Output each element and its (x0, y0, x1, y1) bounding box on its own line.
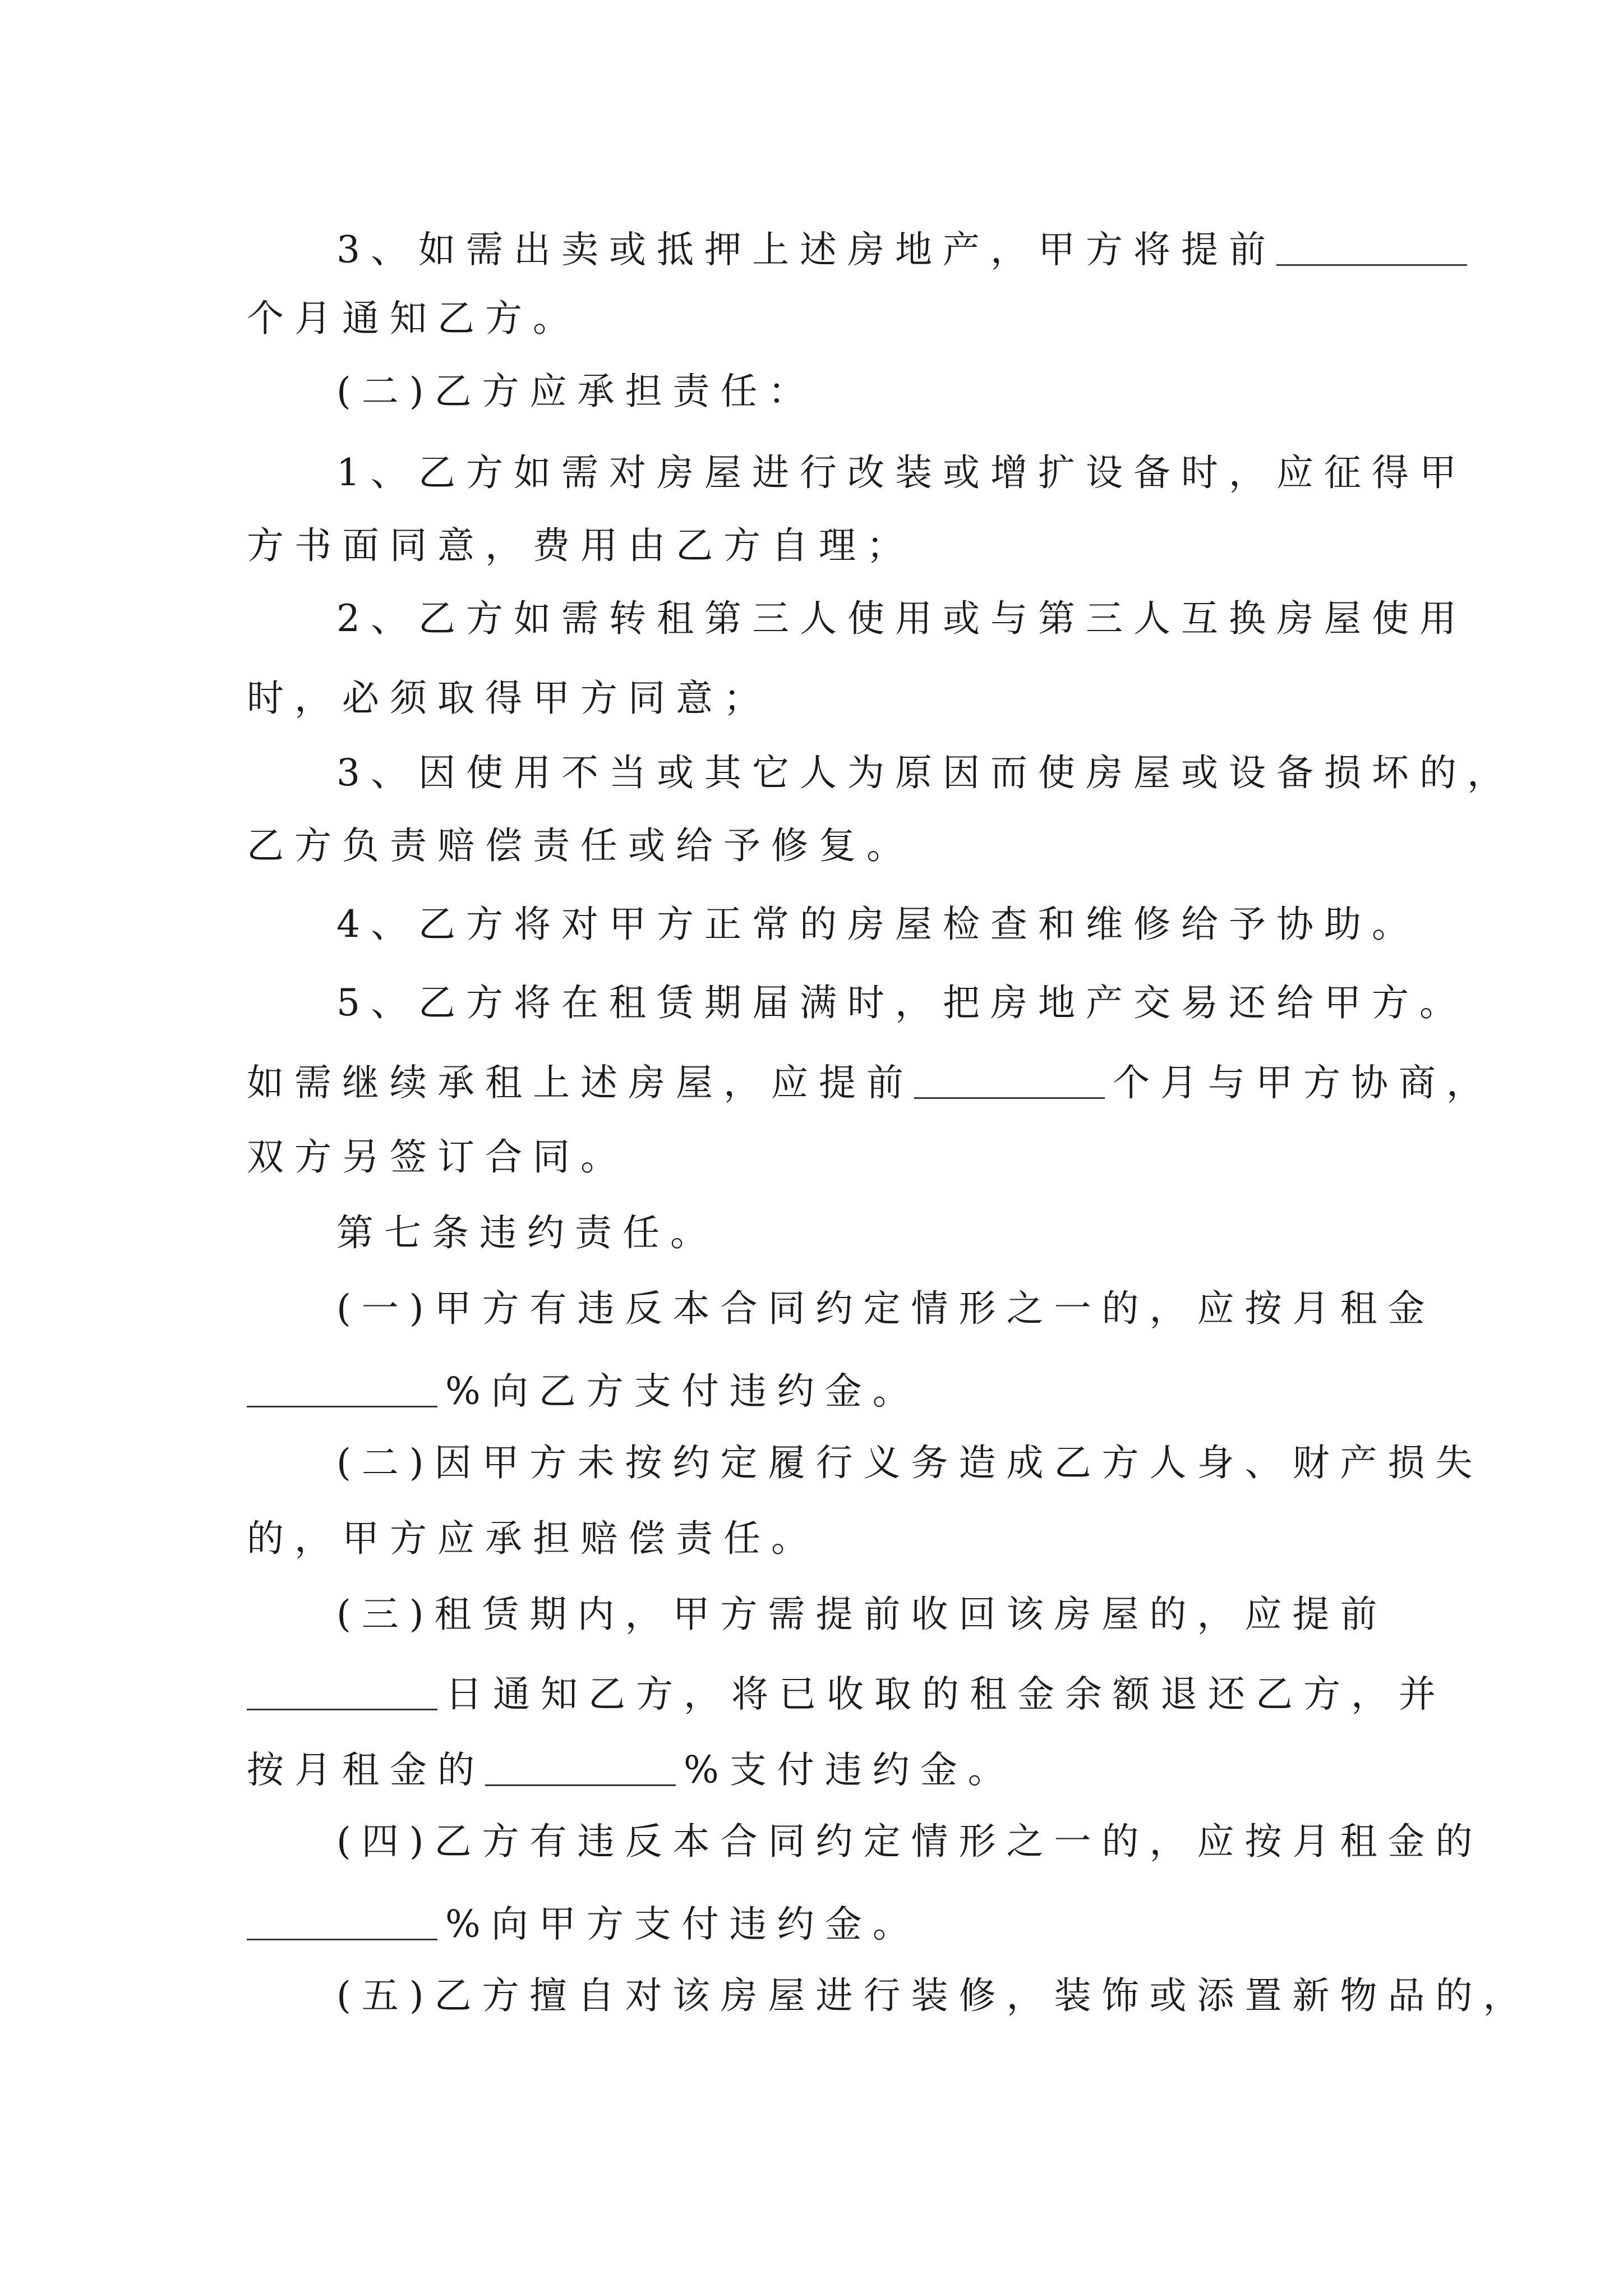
paragraph-line (247, 1135, 1391, 1179)
article-heading (336, 1211, 1391, 1254)
line-text: 第七条违约责任。 (336, 1211, 718, 1254)
line-text: 方书面同意，费用由乙方自理； (247, 524, 914, 567)
paragraph-line (336, 1593, 1391, 1636)
paragraph-line (336, 1441, 1483, 1484)
line-text: 4、乙方将对甲方正常的房屋检查和维修给予协助。 (336, 903, 1419, 946)
fill-in-blank (1276, 227, 1467, 266)
line-text: (五)乙方擅自对该房屋进行装修，装饰或添置新物品的， (336, 1974, 1531, 2017)
paragraph-line (336, 1820, 1483, 1863)
fill-in-blank (247, 1672, 437, 1710)
line-text: 3、如需出卖或抵押上述房地产，甲方将提前 (336, 228, 1276, 272)
paragraph-line (336, 981, 1467, 1024)
paragraph-line (247, 1672, 1446, 1716)
paragraph-line (247, 677, 1391, 720)
fill-in-blank (247, 1369, 437, 1407)
line-suffix: %向甲方支付违约金。 (445, 1902, 920, 1946)
line-suffix: 个月与甲方协商， (1113, 1061, 1494, 1105)
line-suffix: %支付违约金。 (684, 1748, 1016, 1792)
line-text: (一)甲方有违反本合同约定情形之一的，应按月租金 (336, 1287, 1436, 1330)
paragraph-line (247, 824, 1391, 867)
line-text: 如需继续承租上述房屋，应提前 (247, 1061, 914, 1105)
paragraph-line (336, 903, 1419, 946)
line-text: (二)乙方应承担责任： (336, 370, 816, 413)
paragraph-line (336, 751, 1515, 794)
line-suffix: %向乙方支付违约金。 (445, 1369, 920, 1413)
paragraph-line (247, 297, 1391, 340)
line-text: (二)因甲方未按约定履行义务造成乙方人身、财产损失 (336, 1441, 1483, 1484)
line-text: (三)租赁期内，甲方需提前收回该房屋的，应提前 (336, 1593, 1388, 1636)
line-text: 3、因使用不当或其它人为原因而使房屋或设备损坏的， (336, 751, 1515, 794)
paragraph-line (247, 1369, 1391, 1413)
paragraph-line (247, 1060, 1494, 1105)
paragraph-line (336, 451, 1467, 494)
line-text: 乙方负责赔偿责任或给予修复。 (247, 824, 914, 867)
line-text: 个月通知乙方。 (247, 297, 580, 340)
line-text: 按月租金的 (247, 1748, 485, 1792)
line-text: 的，甲方应承担赔偿责任。 (247, 1517, 819, 1560)
line-text: 2、乙方如需转租第三人使用或与第三人互换房屋使用 (336, 597, 1467, 640)
line-text: 5、乙方将在租赁期届满时，把房地产交易还给甲方。 (336, 981, 1467, 1024)
fill-in-blank (247, 1902, 437, 1940)
section-heading (336, 370, 1391, 413)
paragraph-line (336, 597, 1467, 640)
paragraph-line (247, 1517, 1391, 1560)
paragraph-line (247, 1902, 1391, 1946)
paragraph-line (247, 1747, 1391, 1792)
fill-in-blank (914, 1060, 1105, 1099)
paragraph-line (336, 227, 1391, 272)
line-text: 时，必须取得甲方同意； (247, 677, 771, 720)
line-text: 双方另签订合同。 (247, 1135, 628, 1179)
paragraph-line (336, 1974, 1531, 2017)
line-suffix: 日通知乙方，将已收取的租金余额退还乙方，并 (445, 1672, 1446, 1716)
line-text: (四)乙方有违反本合同约定情形之一的，应按月租金的 (336, 1820, 1483, 1863)
paragraph-line (247, 524, 1391, 567)
paragraph-line (336, 1287, 1436, 1330)
line-text: 1、乙方如需对房屋进行改装或增扩设备时，应征得甲 (336, 451, 1467, 494)
fill-in-blank (485, 1747, 676, 1786)
